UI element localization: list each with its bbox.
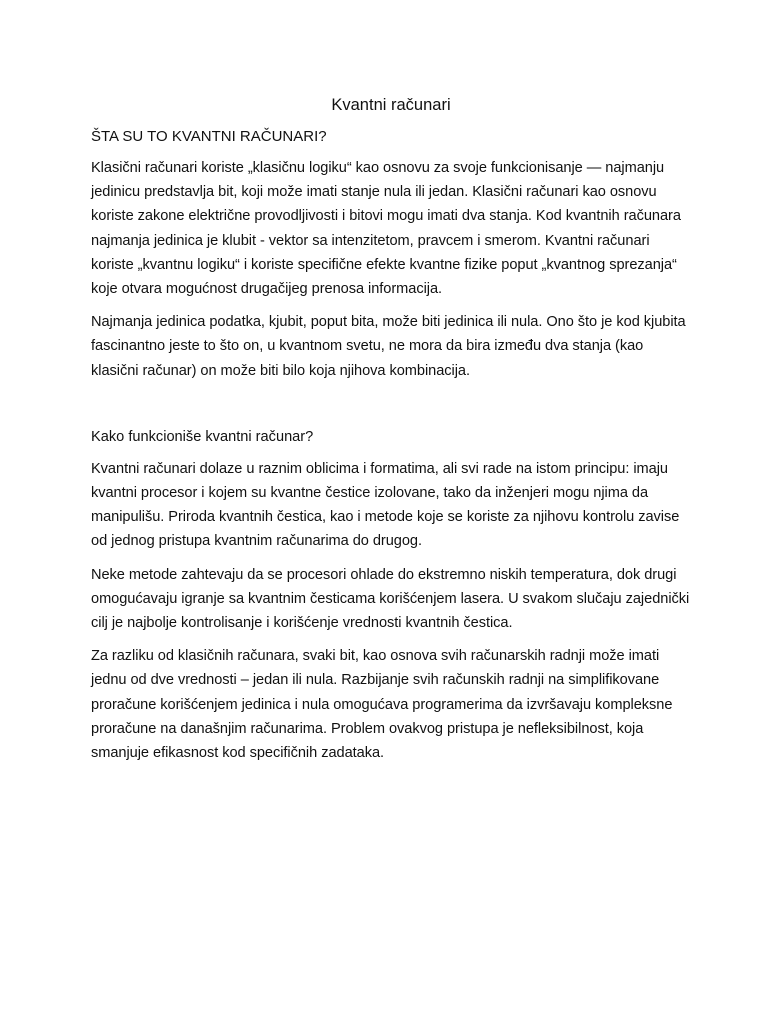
spacer [91, 392, 691, 426]
paragraph: Najmanja jedinica podatka, kjubit, poput bita, može biti jedinica ili nula. Ono što je kod kjubita fascinantno jeste to što on, u kvantnom svetu, ne mora da bira između dva stanja (kao klasični računar) on može biti bilo koja njihova kombinacija. [91, 314, 686, 379]
document-body [91, 94, 691, 774]
section-heading: ŠTA SU TO KVANTNI RAČUNARI? [91, 128, 327, 145]
paragraph: Za razliku od klasičnih računara, svaki bit, kao osnova svih računarskih radnji može imati jednu od dve vrednosti – jedan ili nula. Razbijanje svih računskih radnji na simplifikovane proračune korišćenjem jedinica i nula omogućava programerima da izvršavaju kompleksne proračune na današnjim računarima. Problem ovakvog pristupa je nefleksibilnost, koja smanjuje efikasnost kod specifičnih zadataka. [91, 648, 673, 762]
paragraph: Klasični računari koriste „klasičnu logiku“ kao osnovu za svoje funkcionisanje — najmanju jedinicu predstavlja bit, koji može imati stanje nula ili jedan. Klasični računari kao osnovu koriste zakone električne provodljivosti i bitovi mogu imati dva stanja. Kod kvantnih računara najmanja jedinica je klubit - vektor sa intenzitetom, pravcem i smerom. Kvantni računari koriste „kvantnu logiku“ i koriste specifične efekte kvantne fizike poput „kvantnog sprezanja“ koje otvara mogućnost drugačijeg prenosa informacija. [91, 160, 681, 298]
document-title: Kvantni računari [331, 96, 451, 114]
paragraph: Neke metode zahtevaju da se procesori ohlade do ekstremno niskih temperatura, dok drugi omogućavaju igranje sa kvantnim česticama korišćenjem lasera. U svakom slučaju zajednički cilj je najbolje kontrolisanje i korišćenje vrednosti kvantnih čestica. [91, 566, 690, 632]
paragraph: Kvantni računari dolaze u raznim oblicima i formatima, ali svi rade na istom principu: imaju kvantni procesor i kojem su kvantne čestice izolovane, tako da inženjeri mogu njima da manipulišu. Priroda kvantnih čestica, kao i metode koje se koriste za njihovu kontrolu zavise od jednog pristupa kvantnim računarima do drugog. [91, 460, 680, 550]
section-heading: Kako funkcioniše kvantni računar? [91, 428, 314, 445]
